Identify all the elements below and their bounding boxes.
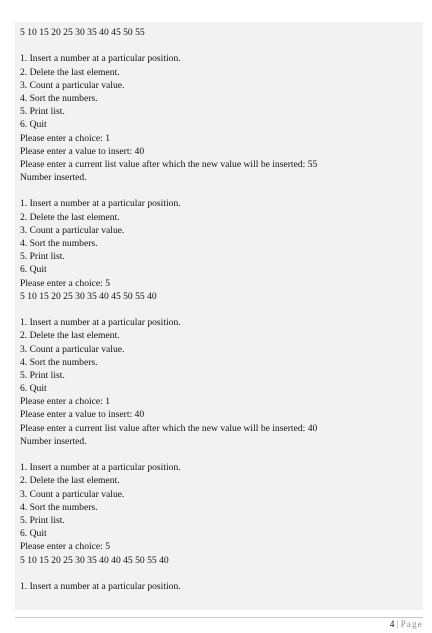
- console-line: 5. Print list.: [20, 369, 65, 381]
- console-line: 3. Count a particular value.: [20, 224, 125, 236]
- console-line: Number inserted.: [20, 172, 87, 184]
- console-line: 1. Insert a number at a particular position.: [20, 317, 181, 329]
- console-line: 3. Count a particular value.: [20, 488, 125, 500]
- console-line: 3. Count a particular value.: [20, 79, 125, 91]
- page-number: 4: [389, 619, 395, 629]
- console-line: [20, 303, 423, 316]
- console-output: [15, 22, 423, 610]
- console-line: 2. Delete the last element.: [20, 475, 120, 487]
- console-line: 6. Quit: [20, 528, 47, 540]
- console-line: 6. Quit: [20, 264, 47, 276]
- console-line: Number inserted.: [20, 435, 87, 447]
- console-line: [20, 184, 423, 197]
- page-label: Page: [400, 619, 423, 629]
- console-line: Please enter a choice: 1: [20, 132, 111, 144]
- console-line: [20, 567, 423, 580]
- page-separator: |: [396, 619, 399, 629]
- console-line: 3. Count a particular value.: [20, 343, 125, 355]
- console-line: Please enter a value to insert: 40: [20, 409, 145, 421]
- console-line: 6. Quit: [20, 119, 47, 131]
- console-line: 6. Quit: [20, 383, 47, 395]
- console-line: 5 10 15 20 25 30 35 40 40 45 50 55 40: [20, 554, 169, 566]
- console-line: 2. Delete the last element.: [20, 66, 120, 78]
- console-line: 4. Sort the numbers.: [20, 92, 98, 104]
- console-line: 4. Sort the numbers.: [20, 238, 98, 249]
- console-line: 4. Sort the numbers.: [20, 501, 98, 513]
- footer-divider: [15, 617, 423, 618]
- console-line: Please enter a current list value after which the new value will be inserted: 40: [20, 422, 318, 434]
- page-footer: [390, 619, 423, 630]
- console-line: 4. Sort the numbers.: [20, 356, 98, 368]
- console-line: 2. Delete the last element.: [20, 211, 120, 223]
- console-line: 5. Print list.: [20, 251, 65, 263]
- console-line: Please enter a choice: 1: [20, 396, 111, 408]
- console-line: 1. Insert a number at a particular position.: [20, 580, 181, 592]
- console-line: 1. Insert a number at a particular position.: [20, 198, 181, 210]
- console-line: Please enter a current list value after which the new value will be inserted: 55: [20, 158, 318, 170]
- console-line: 1. Insert a number at a particular position.: [20, 53, 181, 65]
- console-line: 5 10 15 20 25 30 35 40 45 50 55 40: [20, 290, 157, 302]
- console-line: [20, 448, 423, 461]
- console-line: Please enter a choice: 5: [20, 277, 111, 289]
- console-line: Please enter a value to insert: 40: [20, 145, 145, 157]
- console-line: 5. Print list.: [20, 106, 65, 118]
- console-line: 5 10 15 20 25 30 35 40 45 50 55: [20, 27, 145, 38]
- console-line: 2. Delete the last element.: [20, 330, 120, 342]
- console-line: 5. Print list.: [20, 514, 65, 526]
- console-line: 1. Insert a number at a particular position.: [20, 462, 181, 474]
- console-line: [20, 39, 423, 52]
- console-line: Please enter a choice: 5: [20, 541, 111, 553]
